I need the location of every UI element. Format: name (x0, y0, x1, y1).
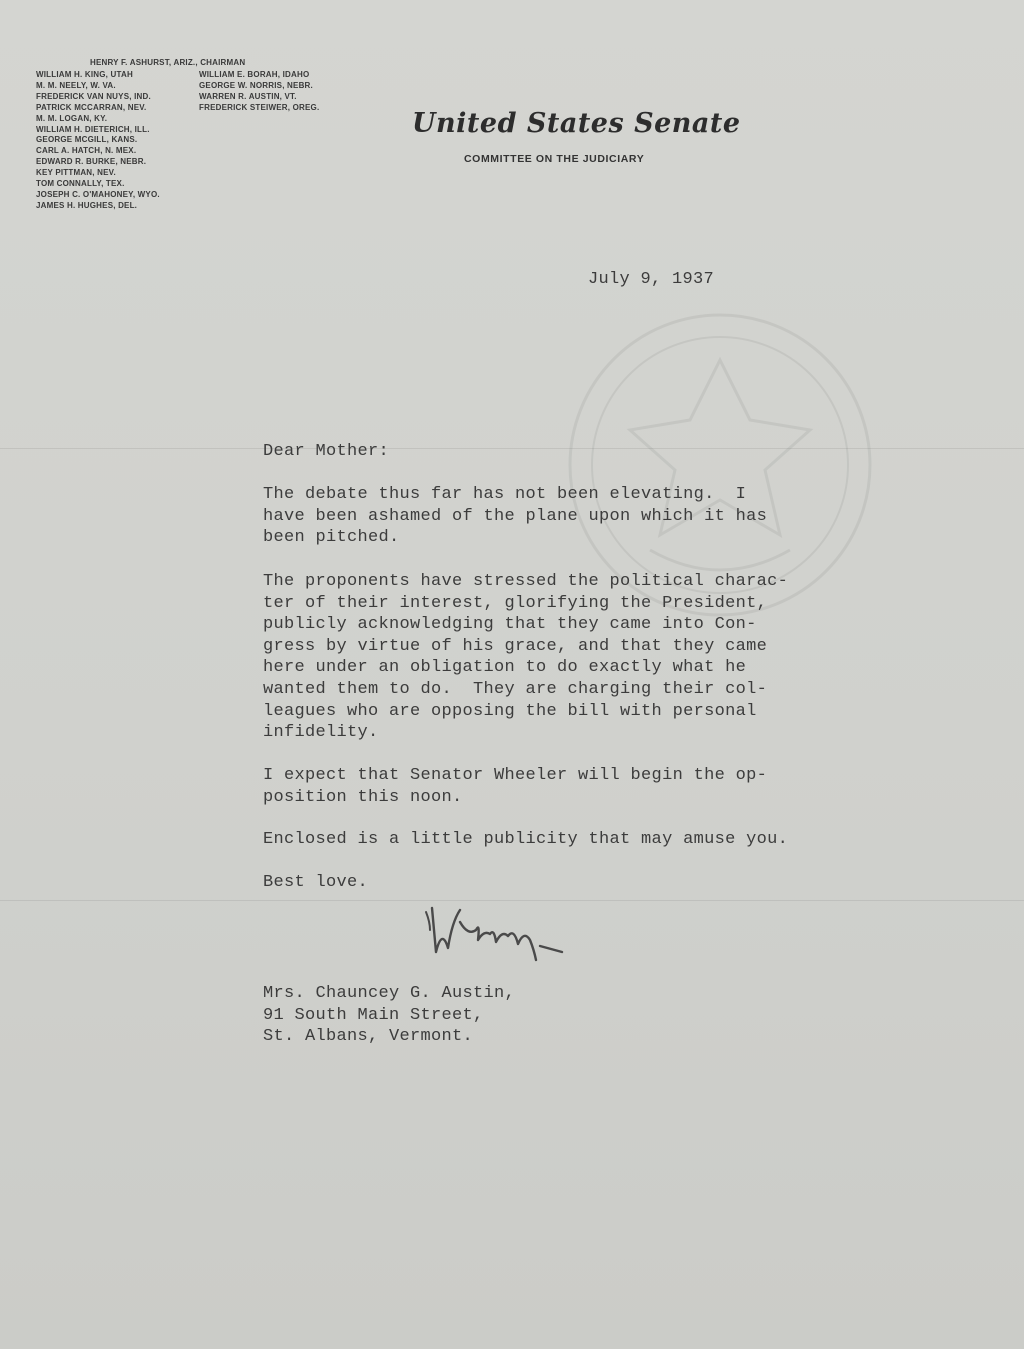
committee-member: PATRICK MCCARRAN, NEV. (36, 102, 147, 112)
committee-member: WARREN R. AUSTIN, VT. (199, 91, 297, 101)
committee-name: COMMITTEE ON THE JUDICIARY (464, 153, 645, 165)
handwritten-signature (420, 900, 590, 970)
committee-member: FREDERICK STEIWER, OREG. (199, 102, 320, 112)
committee-member: KEY PITTMAN, NEV. (36, 168, 116, 178)
committee-member: GEORGE W. NORRIS, NEBR. (199, 80, 313, 90)
committee-chairman: HENRY F. ASHURST, ARIZ., CHAIRMAN (90, 58, 246, 67)
committee-member: WILLIAM H. KING, UTAH (36, 70, 133, 79)
paragraph-1: The debate thus far has not been elevating. I have been ashamed of the plane upon which it has been pitched. (263, 485, 768, 548)
paragraph-3: I expect that Senator Wheeler will begin the op- position this noon. (263, 766, 768, 807)
committee-member: FREDERICK VAN NUYS, IND. (36, 91, 151, 101)
closing: Best love. (263, 873, 369, 892)
committee-member: M. M. LOGAN, KY. (36, 113, 108, 123)
committee-member: WILLIAM E. BORAH, IDAHO (199, 70, 310, 79)
committee-members-left (36, 70, 160, 212)
letter-date: July 9, 1937 (588, 270, 715, 289)
address-line: St. Albans, Vermont. (263, 1027, 474, 1047)
committee-members-right (199, 70, 319, 114)
recipient-address (263, 983, 515, 1048)
committee-member: GEORGE MCGILL, KANS. (36, 135, 138, 145)
committee-member: JOSEPH C. O'MAHONEY, WYO. (36, 189, 160, 199)
committee-member: JAMES H. HUGHES, DEL. (36, 200, 138, 210)
letterhead-title: United States Senate (412, 108, 741, 139)
committee-member: TOM CONNALLY, TEX. (36, 179, 125, 189)
committee-member: CARL A. HATCH, N. MEX. (36, 146, 137, 156)
paragraph-4: Enclosed is a little publicity that may amuse you. (263, 830, 789, 849)
committee-member: EDWARD R. BURKE, NEBR. (36, 157, 147, 167)
committee-member: WILLIAM H. DIETERICH, ILL. (36, 124, 150, 134)
address-line: Mrs. Chauncey G. Austin, (263, 984, 516, 1003)
address-line: 91 South Main Street, (263, 1005, 484, 1025)
paragraph-2: The proponents have stressed the political charac- ter of their interest, glorifying the President, publicly acknowledging that they came into Con- gress by virtue of his grace, and that they came here under an obligation to do exactly what he wanted them to do. They are charging their col- leagues who are opposing the bill with personal infidelity. (263, 572, 789, 743)
salutation: Dear Mother: (263, 442, 390, 461)
committee-member: M. M. NEELY, W. VA. (36, 80, 116, 90)
